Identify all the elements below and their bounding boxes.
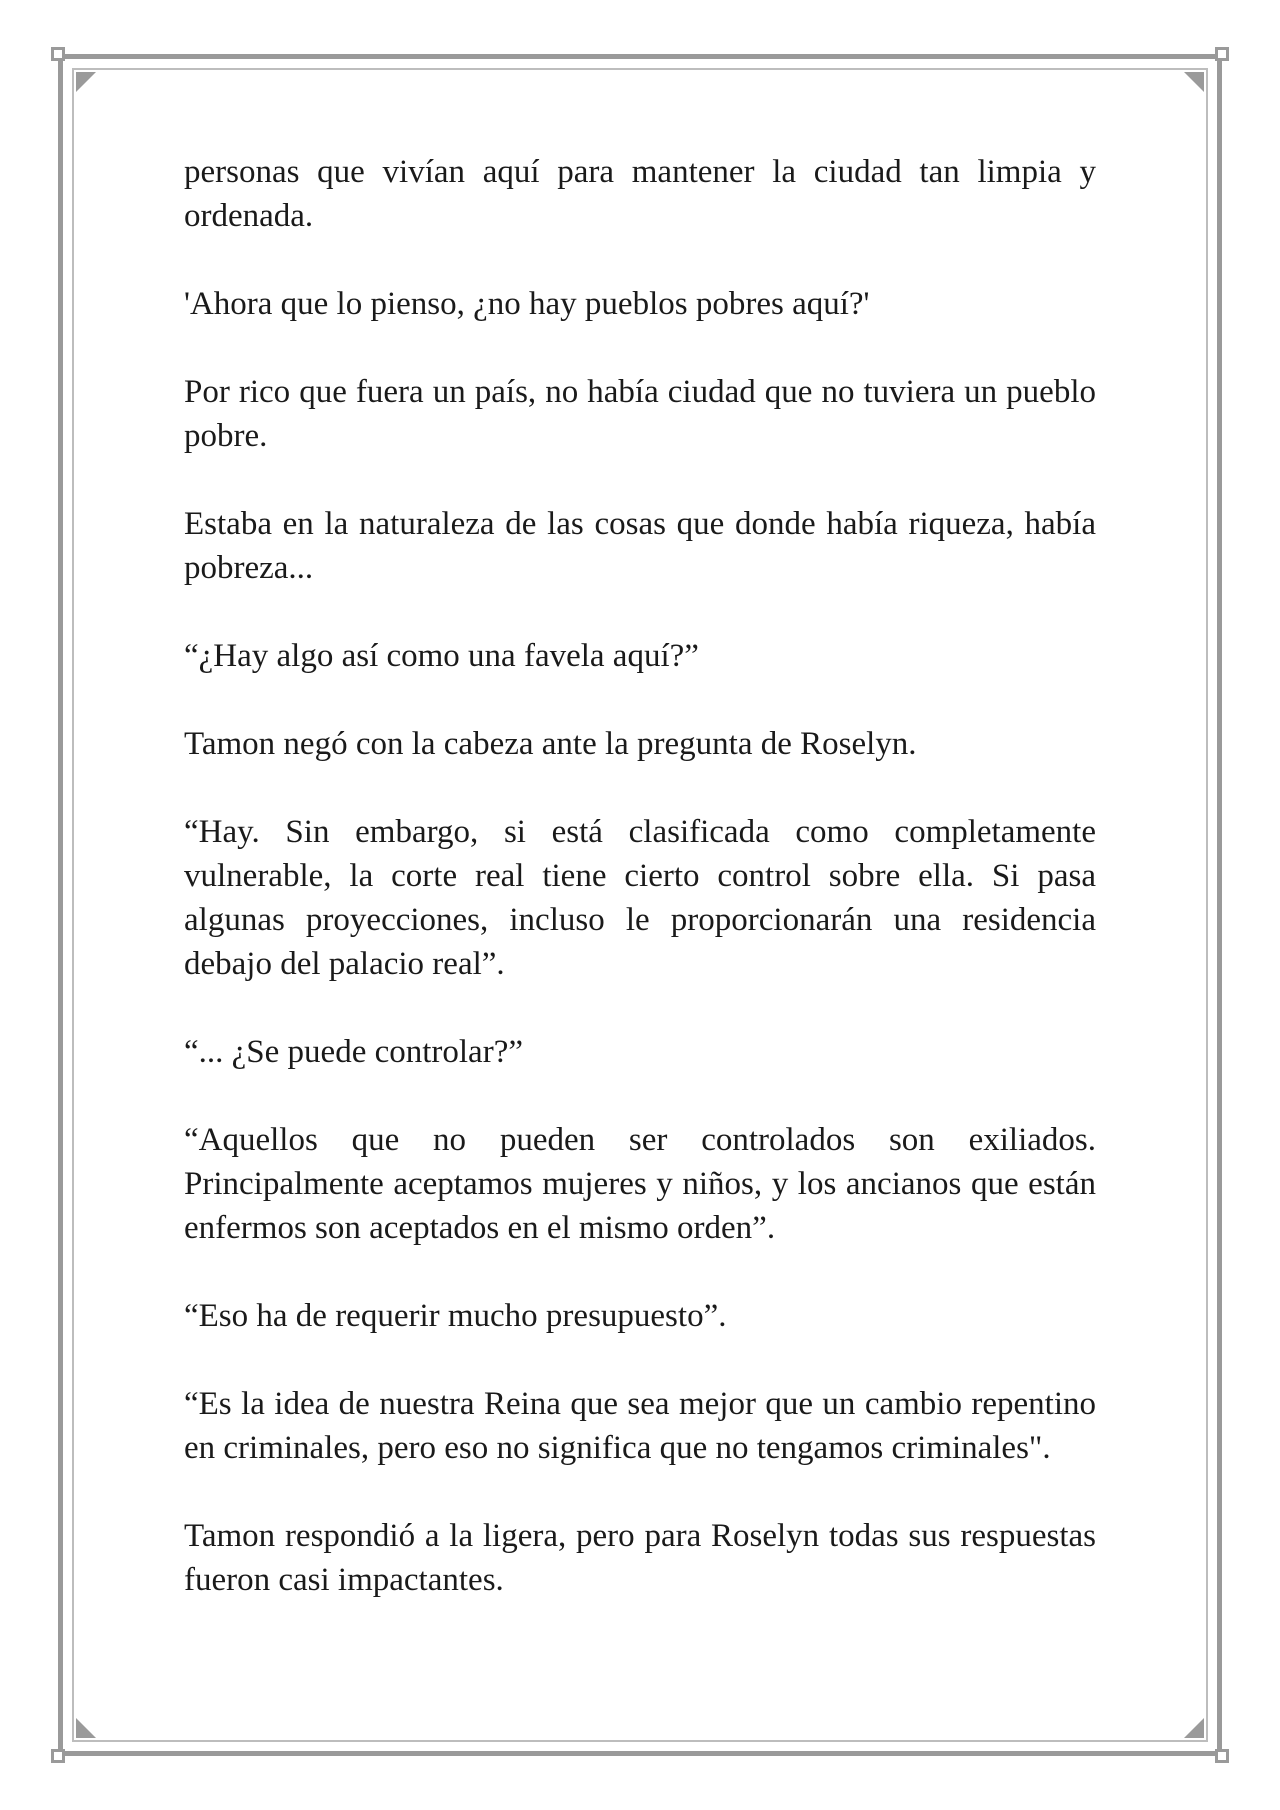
paragraph: “Aquellos que no pueden ser controlados son exiliados. Principalmente aceptamos mujeres y niños, y los ancianos que están enfermos son aceptados en el mismo orden”. [184, 1122, 1096, 1246]
paragraph: Estaba en la naturaleza de las cosas que donde había riqueza, había pobreza... [184, 506, 1096, 586]
paragraph: “¿Hay algo así como una favela aquí?” [184, 638, 699, 674]
frame-ornament-top-right [1184, 72, 1204, 92]
paragraph: “... ¿Se puede controlar?” [184, 1034, 523, 1070]
paragraph: “Hay. Sin embargo, si está clasificada como completamente vulnerable, la corte real tiene cierto control sobre ella. Si pasa algunas proyecciones, incluso le proporcionarán una residencia debajo del palacio real”. [184, 814, 1096, 982]
frame-corner-top-right [1215, 47, 1229, 61]
paragraph: personas que vivían aquí para mantener la ciudad tan limpia y ordenada. [184, 154, 1096, 234]
paragraph: Tamon negó con la cabeza ante la pregunta de Roselyn. [184, 726, 917, 762]
frame-corner-bottom-left [51, 1749, 65, 1763]
paragraph: “Es la idea de nuestra Reina que sea mejor que un cambio repentino en criminales, pero eso no significa que no tengamos criminales". [184, 1386, 1096, 1466]
frame-corner-top-left [51, 47, 65, 61]
frame-ornament-top-left [76, 72, 96, 92]
page-body-text [184, 150, 1096, 1646]
paragraph: “Eso ha de requerir mucho presupuesto”. [184, 1298, 727, 1334]
frame-corner-bottom-right [1215, 1749, 1229, 1763]
frame-ornament-bottom-right [1184, 1718, 1204, 1738]
paragraph: 'Ahora que lo pienso, ¿no hay pueblos pobres aquí?' [184, 286, 870, 322]
frame-ornament-bottom-left [76, 1718, 96, 1738]
paragraph: Tamon respondió a la ligera, pero para Roselyn todas sus respuestas fueron casi impactantes. [184, 1518, 1096, 1598]
paragraph: Por rico que fuera un país, no había ciudad que no tuviera un pueblo pobre. [184, 374, 1096, 454]
